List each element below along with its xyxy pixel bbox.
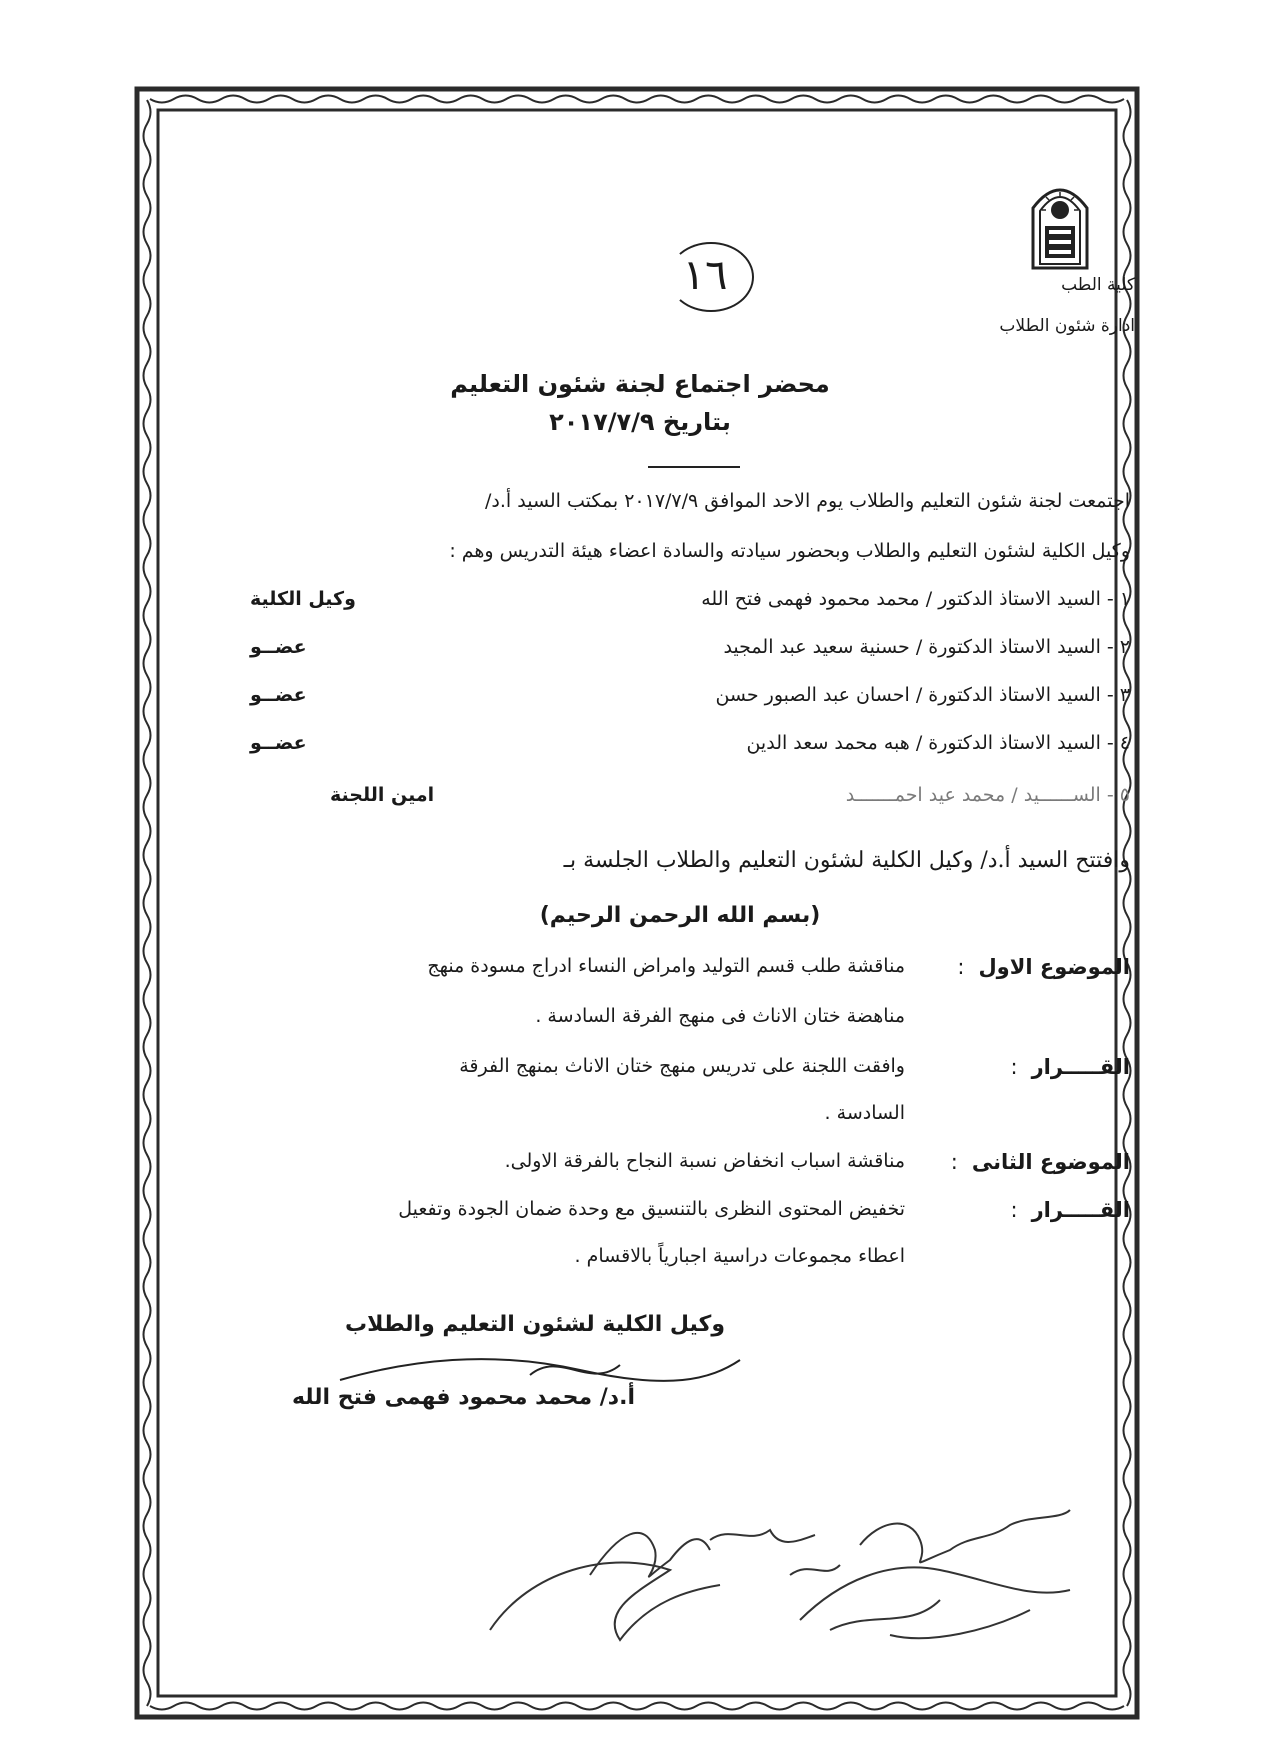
university-logo xyxy=(1027,178,1093,270)
decision-text: السادسة . xyxy=(824,1102,905,1124)
member-name: ٤ - السيد الاستاذ الدكتورة / هبه محمد سعد الدين xyxy=(746,732,1130,754)
signatory-name: أ.د/ محمد محمود فهمى فتح الله xyxy=(291,1385,635,1410)
member-name: ٣ - السيد الاستاذ الدكتورة / احسان عبد الصبور حسن xyxy=(715,684,1130,706)
agenda-text: مناقشة اسباب انخفاض نسبة النجاح بالفرقة الاولى. xyxy=(504,1150,905,1172)
member-role: عضــو xyxy=(250,732,307,754)
page-number: ١٦ xyxy=(682,250,728,299)
opening-statement: وافتتح السيد أ.د/ وكيل الكلية لشئون التعليم والطلاب الجلسة بـ xyxy=(563,848,1130,873)
title-divider xyxy=(648,466,740,468)
member-name: ٥ - الســــــيد / محمد عيد احمـــــــد xyxy=(845,784,1130,806)
decision-text: وافقت اللجنة على تدريس منهج ختان الاناث بمنهج الفرقة xyxy=(459,1055,905,1077)
member-role: عضــو xyxy=(250,636,307,658)
member-role: امين اللجنة xyxy=(330,784,435,806)
handwritten-signatures xyxy=(470,1480,1090,1660)
faculty-name: كلية الطب xyxy=(1061,275,1135,295)
member-role: عضــو xyxy=(250,684,307,706)
document-title: محضر اجتماع لجنة شئون التعليم xyxy=(450,370,830,398)
department-name: ادارة شئون الطلاب xyxy=(999,316,1135,336)
agenda-text: مناقشة طلب قسم التوليد وامراض النساء ادراج مسودة منهج xyxy=(427,955,905,977)
intro-line-2: وكيل الكلية لشئون التعليم والطلاب وبحضور سيادته والسادة اعضاء هيئة التدريس وهم : xyxy=(449,540,1130,562)
decision-label-text: القـــــرار xyxy=(1031,1198,1130,1222)
decision-label: القـــــرار: xyxy=(1010,1198,1130,1222)
decision-label: القـــــرار: xyxy=(1010,1055,1130,1079)
document-date: بتاريخ ٢٠١٧/٧/٩ xyxy=(549,408,731,436)
agenda-label: الموضوع الاول: xyxy=(957,955,1130,979)
signatory-title: وكيل الكلية لشئون التعليم والطلاب xyxy=(345,1312,725,1337)
member-name: ١ - السيد الاستاذ الدكتور / محمد محمود فهمى فتح الله xyxy=(701,588,1130,610)
decision-text: اعطاء مجموعات دراسية اجبارياً بالاقسام . xyxy=(574,1245,905,1267)
member-name: ٢ - السيد الاستاذ الدكتورة / حسنية سعيد عبد المجيد xyxy=(723,636,1130,658)
agenda-label-text: الموضوع الاول xyxy=(978,955,1130,979)
basmala: (بسم الله الرحمن الرحيم) xyxy=(539,903,821,928)
member-role: وكيل الكلية xyxy=(250,588,356,610)
decision-text: تخفيض المحتوى النظرى بالتنسيق مع وحدة ضمان الجودة وتفعيل xyxy=(398,1198,905,1220)
intro-line-1: اجتمعت لجنة شئون التعليم والطلاب يوم الاحد الموافق ٢٠١٧/٧/٩ بمكتب السيد أ.د/ xyxy=(485,490,1130,512)
decision-label-text: القـــــرار xyxy=(1031,1055,1130,1079)
agenda-label-text: الموضوع الثانى xyxy=(971,1150,1130,1174)
agenda-label: الموضوع الثانى: xyxy=(950,1150,1130,1174)
agenda-text: مناهضة ختان الاناث فى منهج الفرقة السادسة . xyxy=(535,1005,905,1027)
